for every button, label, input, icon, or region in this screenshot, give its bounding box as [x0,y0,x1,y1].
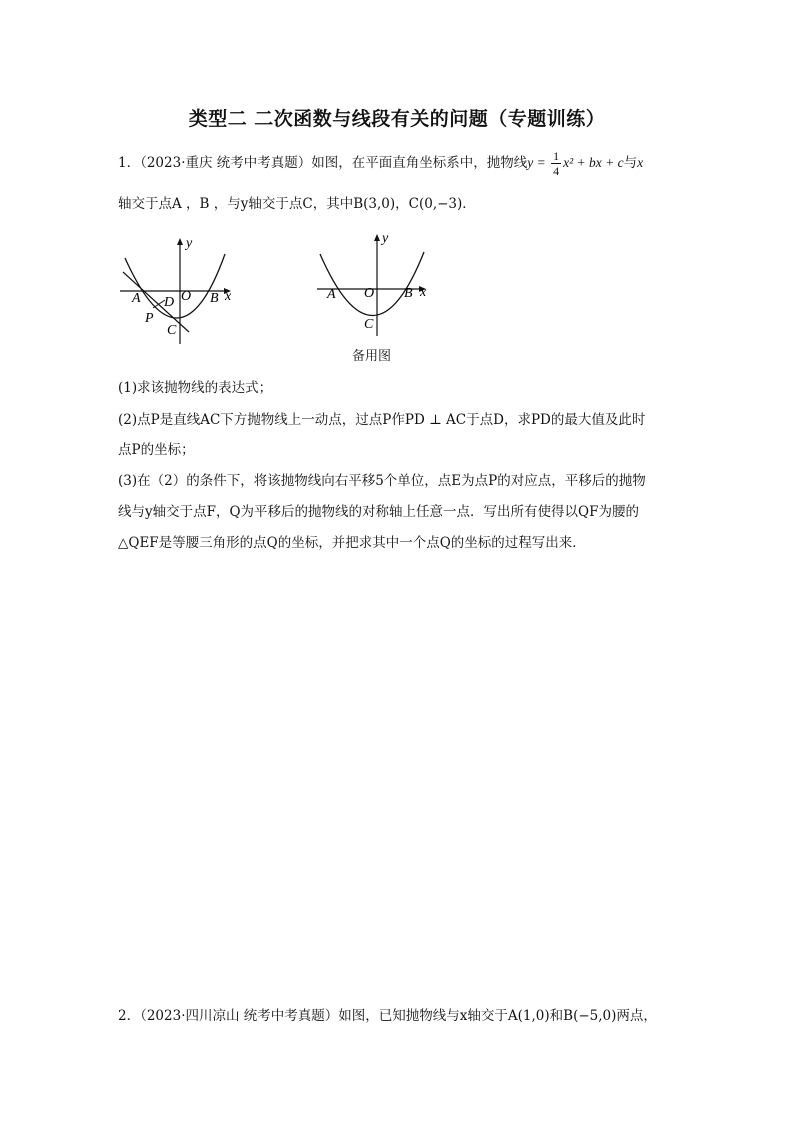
q1-intro-x: x [637,155,644,170]
fig1-label-x: x [225,289,232,304]
q1-part-3-line-1: (3)在（2）的条件下，将该抛物线向右平移5个单位，点E为点P的对应点，平移后的抛物 [118,473,646,489]
q2-line-1: 2．（2023·四川凉山 统考中考真题）如图，已知抛物线与x轴交于A(1,0)和B(−5,0)两点， [118,1008,657,1024]
fig1-label-p: P [145,311,154,326]
q1-intro: 1．（2023·重庆 统考中考真题）如图，在平面直角坐标系中，抛物线 [118,155,528,171]
q1-intro-yu: 与 [623,155,638,171]
fig1-label-d: D [164,295,175,310]
page-title: 类型二 二次函数与线段有关的问题（专题训练） [188,108,606,130]
q1-fraction [551,149,561,178]
q1-eq-rhs: x² + bx + c [563,155,624,170]
fig2-label-y: y [382,231,389,246]
q1-part-3-line-2: 线与y轴交于点F，Q为平移后的抛物线的对称轴上任意一点．写出所有使得以QF为腰的 [118,504,639,520]
fig2-label-a: A [327,287,336,302]
fig1-label-o: O [181,289,192,304]
figure-caption: 备用图 [352,349,392,364]
fig2-label-x: x [420,285,427,300]
fig2-parabola [320,252,424,316]
q1-line-2: 轴交于点A ，B ，与y轴交于点C，其中B(3,0)，C(0,−3)． [118,196,476,212]
q1-part-3-line-3: △QEF是等腰三角形的点Q的坐标，并把求其中一个点Q的坐标的过程写出来． [118,535,586,551]
q1-part-2-line-2: 点P的坐标； [118,442,195,458]
fig1-label-c: C [167,323,177,338]
q1-frac-num: 1 [553,149,560,163]
fig2-label-b: B [404,286,413,301]
fig1-parabola [125,254,225,318]
fig2-label-o: O [364,286,375,301]
q1-part-1: (1)求该抛物线的表达式； [118,380,273,396]
q1-eq-lhs: y = [527,155,550,170]
figure-1 [115,230,250,348]
fig2-label-c: C [364,317,374,332]
fig1-label-a: A [132,291,141,306]
fig1-label-b: B [210,291,219,306]
figure-2 [312,228,442,340]
q1-frac-den: 4 [553,164,560,178]
q1-line-1 [118,149,643,178]
fig1-y-arrow [177,238,183,245]
q1-part-2-line-1: (2)点P是直线AC下方抛物线上一动点，过点P作PD ⊥ AC于点D，求PD的最大值及此时 [118,412,646,428]
fig1-label-y: y [186,236,193,251]
fig2-y-arrow [374,234,380,241]
